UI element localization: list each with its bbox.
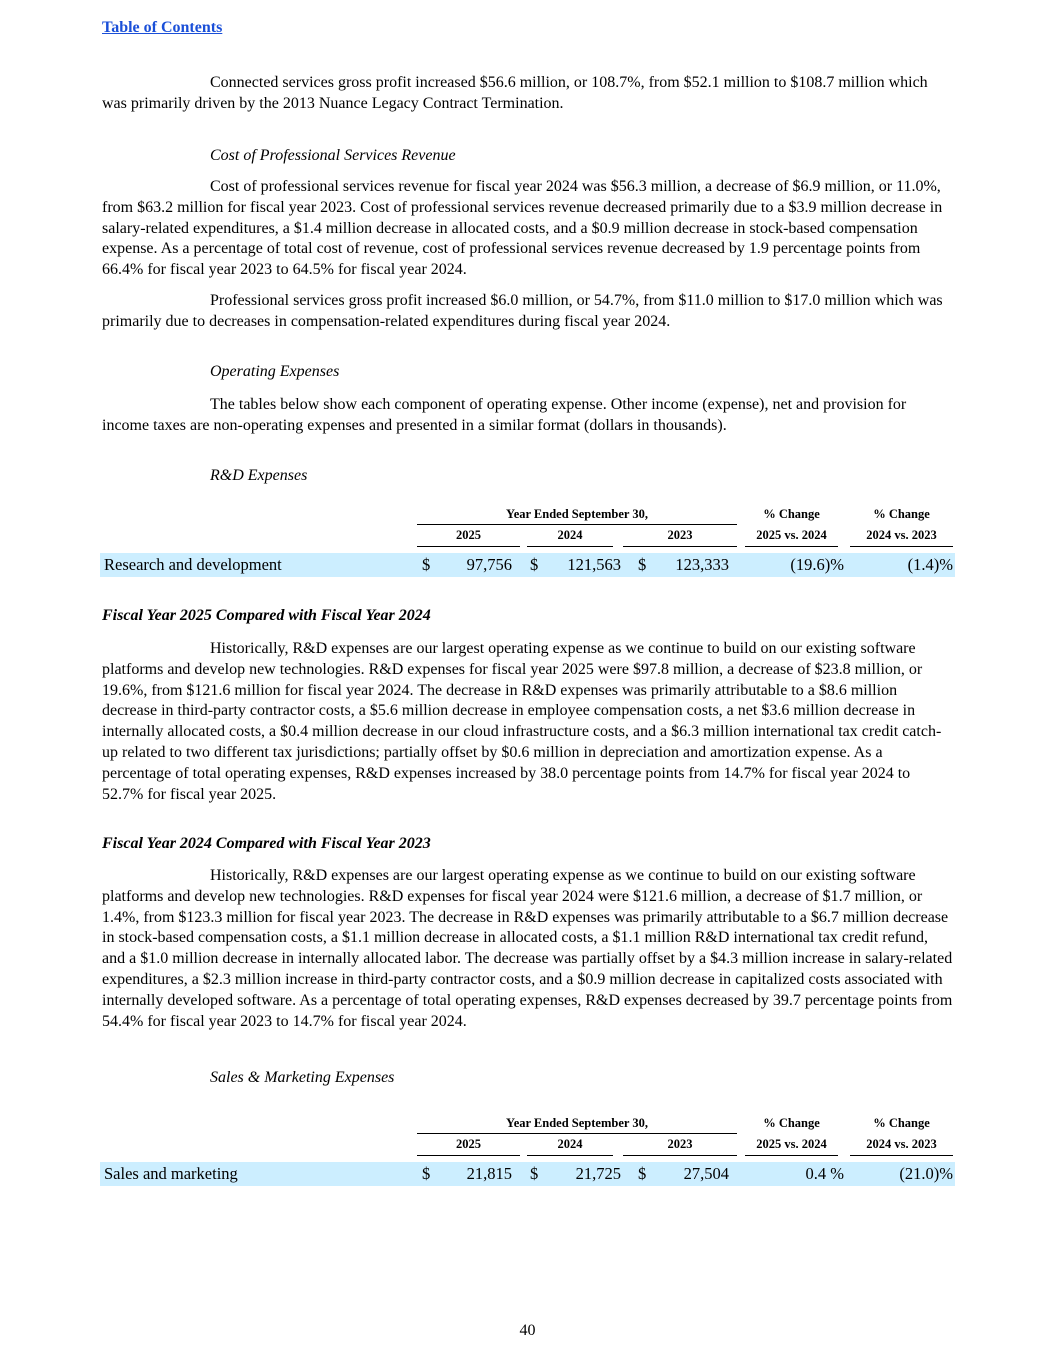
currency-symbol: $: [422, 555, 431, 574]
change-2025-vs-2024: 0.4 %: [805, 1164, 844, 1183]
divider: [745, 546, 838, 547]
paragraph-operating-expenses: The tables below show each component of operating expense. Other income (expense), net and provision for income taxes are non-operating expenses and presented in a similar format (dollars in thousands).: [102, 396, 907, 434]
header-2025: 2025: [456, 1137, 481, 1151]
header-2025: 2025: [456, 528, 481, 542]
header-change-2: % Change: [873, 507, 930, 521]
rd-expenses-table: [100, 505, 955, 585]
currency-symbol: $: [422, 1164, 431, 1183]
divider: [527, 546, 613, 547]
paragraph-fy2024-rd: Historically, R&D expenses are our largest operating expense as we continue to build on our existing software platforms and develop new technologies. R&D expenses for fiscal year 2024 were $121.6 million, a decrease of $1.7 million, or 1.4%, from $123.3 million for fiscal year 2023. The decrease in R&D expenses was primarily attributable to a $6.7 million decrease in stock-based compensation costs, a $1.1 million decrease in allocated costs, a $1.1 million R&D international tax credit refund, and a $1.0 million decrease in internally allocated labor. The decrease was partially offset by a $4.3 million increase in salary-related expenditures, a $2.3 million increase in third-party contractor costs, and a $0.9 million decrease in capitalized costs associated with internally developed software. As a percentage of total operating expenses, R&D expenses decreased by 39.7 percentage points from 54.4% for fiscal year 2023 to 14.7% for fiscal year 2024.: [102, 867, 953, 1030]
currency-symbol: $: [638, 1164, 647, 1183]
sales-marketing-table: [100, 1114, 955, 1194]
header-year-ended: Year Ended September 30,: [506, 507, 648, 521]
value-2025: 97,756: [466, 555, 512, 574]
divider: [623, 1155, 737, 1156]
divider: [417, 1155, 520, 1156]
divider: [745, 1155, 838, 1156]
heading-sales-marketing: Sales & Marketing Expenses: [210, 1069, 395, 1086]
header-2023: 2023: [667, 1137, 693, 1151]
paragraph-professional-gross-profit: Professional services gross profit increased $6.0 million, or 54.7%, from $11.0 million to $17.0 million which was primarily due to decreases in compensation-related expenditures during fiscal year 2024.: [102, 292, 943, 330]
change-2025-vs-2024: (19.6)%: [790, 555, 844, 574]
change-2024-vs-2023: (1.4)%: [907, 555, 953, 574]
currency-symbol: $: [530, 1164, 539, 1183]
value-2025: 21,815: [466, 1164, 512, 1183]
divider: [850, 1155, 953, 1156]
paragraph-cost-professional-services: Cost of professional services revenue for fiscal year 2024 was $56.3 million, a decrease of $6.9 million, or 11.0%, from $63.2 million for fiscal year 2023. Cost of professional services revenue decreased primarily due to a $3.9 million decrease in salary-related expenditures, a $1.4 million decrease in allocated costs, and a $0.9 million decrease in stock-based compensation expense. As a percentage of total cost of revenue, cost of professional services revenue decreased by 1.9 percentage points from 66.4% for fiscal year 2023 to 64.5% for fiscal year 2024.: [102, 178, 943, 279]
heading-cost-professional-services: Cost of Professional Services Revenue: [210, 147, 456, 164]
value-2023: 27,504: [683, 1164, 729, 1183]
row-label: Research and development: [104, 555, 282, 574]
header-change-1-years: 2025 vs. 2024: [756, 528, 827, 542]
heading-operating-expenses: Operating Expenses: [210, 363, 340, 380]
divider: [417, 546, 520, 547]
header-year-ended: Year Ended September 30,: [506, 1116, 648, 1130]
currency-symbol: $: [530, 555, 539, 574]
header-2024: 2024: [557, 528, 583, 542]
divider: [417, 524, 737, 525]
header-change-1: % Change: [763, 1116, 820, 1130]
row-label: Sales and marketing: [104, 1164, 238, 1183]
divider: [527, 1155, 613, 1156]
header-2023: 2023: [667, 528, 693, 542]
divider: [623, 546, 737, 547]
value-2024: 21,725: [575, 1164, 621, 1183]
paragraph-fy2025-rd: Historically, R&D expenses are our largest operating expense as we continue to build on our existing software platforms and develop new technologies. R&D expenses for fiscal year 2025 were $97.8 million, a decrease of $23.8 million, or 19.6%, from $121.6 million for fiscal year 2024. The decrease in R&D expenses was primarily attributable to a $8.6 million decrease in third-party contractor costs, a $5.6 million decrease in employee compensation costs, a net $3.6 million decrease in internally allocated costs, a $0.4 million decrease in our cloud infrastructure costs, and a $6.3 million international tax credit catch-up related to two different tax jurisdictions; partially offset by $0.6 million in depreciation and amortization expense. As a percentage of total operating expenses, R&D expenses increased by 38.0 percentage points from 14.7% for fiscal year 2024 to 52.7% for fiscal year 2025.: [102, 640, 942, 803]
value-2023: 123,333: [675, 555, 729, 574]
header-change-2-years: 2024 vs. 2023: [866, 1137, 937, 1151]
table-of-contents-link[interactable]: Table of Contents: [102, 19, 223, 36]
header-change-2: % Change: [873, 1116, 930, 1130]
currency-symbol: $: [638, 555, 647, 574]
paragraph-connected-services: Connected services gross profit increased $56.6 million, or 108.7%, from $52.1 million to $108.7 million which was primarily driven by the 2013 Nuance Legacy Contract Termination.: [102, 74, 928, 112]
header-change-1-years: 2025 vs. 2024: [756, 1137, 827, 1151]
divider: [850, 546, 953, 547]
page-number: 40: [519, 1322, 536, 1339]
divider: [417, 1133, 737, 1134]
change-2024-vs-2023: (21.0)%: [899, 1164, 953, 1183]
value-2024: 121,563: [567, 555, 621, 574]
heading-rd-expenses: R&D Expenses: [210, 467, 308, 484]
header-2024: 2024: [557, 1137, 583, 1151]
heading-fy2025-vs-fy2024: Fiscal Year 2025 Compared with Fiscal Year 2024: [102, 607, 431, 624]
header-change-2-years: 2024 vs. 2023: [866, 528, 937, 542]
heading-fy2024-vs-fy2023: Fiscal Year 2024 Compared with Fiscal Year 2023: [102, 835, 431, 852]
header-change-1: % Change: [763, 507, 820, 521]
